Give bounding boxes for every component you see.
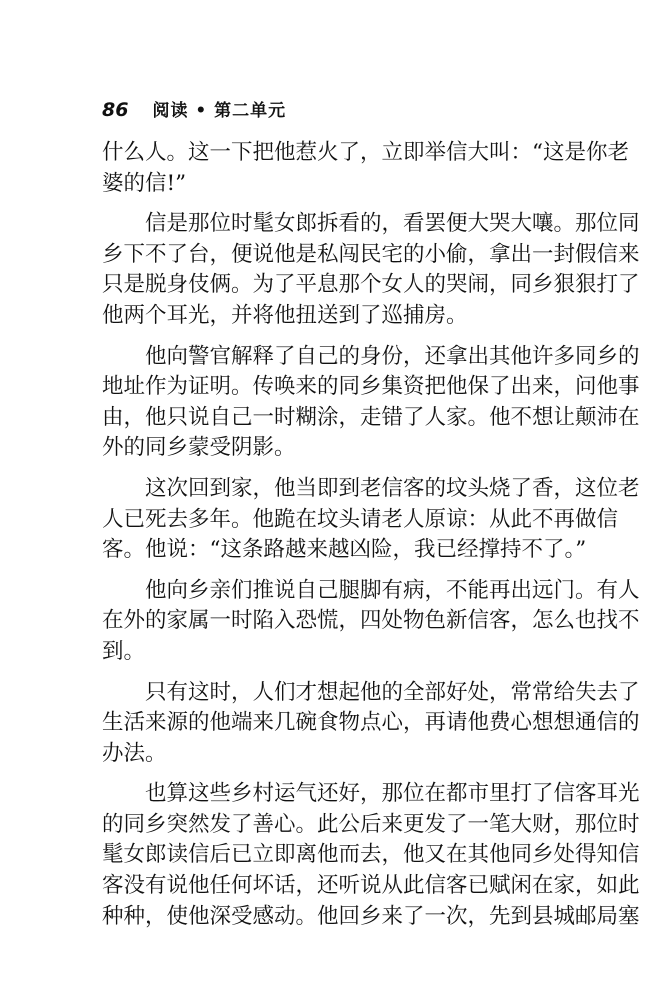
text-line: 客。他说：“这条路越来越凶险，我已经撑持不了。” — [102, 537, 587, 563]
page-header — [102, 96, 286, 121]
paragraph — [102, 474, 640, 566]
text-line: 只是脱身伎俩。为了平息那个女人的哭闹，同乡狠狠打了 — [102, 272, 640, 298]
text-line: 他向乡亲们推说自己腿脚有病，不能再出远门。有人 — [145, 577, 640, 603]
text-line: 这次回到家，他当即到老信客的坟头烧了香，这位老 — [145, 475, 640, 501]
paragraph — [102, 138, 629, 199]
text-line: 生活来源的他端来几碗食物点心，再请他费心想想通信的 — [102, 710, 640, 736]
text-line: 只有这时，人们才想起他的全部好处，常常给失去了 — [145, 679, 640, 705]
body-text — [102, 138, 640, 932]
text-line: 的同乡突然发了善心。此公后来更发了一笔大财，那位时 — [102, 811, 640, 837]
paragraph — [102, 342, 640, 464]
text-line: 客没有说他任何坏话，还听说从此信客已赋闲在家，如此 — [102, 873, 640, 899]
page-number: 86 — [102, 99, 129, 121]
text-line: 由，他只说自己一时糊涂，走错了人家。他不想让颠沛在 — [102, 404, 640, 430]
text-line: 婆的信!” — [102, 170, 187, 196]
text-line: 到。 — [102, 638, 146, 664]
text-line: 髦女郎读信后已立即离他而去，他又在其他同乡处得知信 — [102, 842, 640, 868]
text-line: 种种，使他深受感动。他回乡来了一次，先到县城邮局塞 — [102, 903, 640, 929]
text-line: 他两个耳光，并将他扭送到了巡捕房。 — [102, 302, 468, 328]
paragraph — [102, 678, 640, 770]
paragraph — [102, 576, 640, 668]
paragraph — [102, 209, 640, 331]
paragraph — [102, 779, 640, 932]
text-line: 什么人。这一下把他惹火了，立即举信大叫：“这是你老 — [102, 140, 629, 165]
text-line: 乡下不了台，便说他是私闯民宅的小偷，拿出一封假信来 — [102, 241, 640, 267]
text-line: 在外的家属一时陷入恐慌，四处物色新信客，怎么也找不 — [102, 608, 640, 634]
text-line: 外的同乡蒙受阴影。 — [102, 435, 296, 461]
running-head: 阅读 • 第二单元 — [152, 101, 287, 121]
text-line: 信是那位时髦女郎拆看的，看罢便大哭大嚷。那位同 — [145, 211, 640, 237]
text-line: 人已死去多年。他跪在坟头请老人原谅：从此不再做信 — [102, 506, 619, 532]
text-line: 办法。 — [102, 740, 167, 766]
text-line: 也算这些乡村运气还好，那位在都市里打了信客耳光 — [145, 781, 640, 807]
text-line: 他向警官解释了自己的身份，还拿出其他许多同乡的 — [145, 343, 640, 369]
text-line: 地址作为证明。传唤来的同乡集资把他保了出来，问他事 — [102, 374, 640, 400]
